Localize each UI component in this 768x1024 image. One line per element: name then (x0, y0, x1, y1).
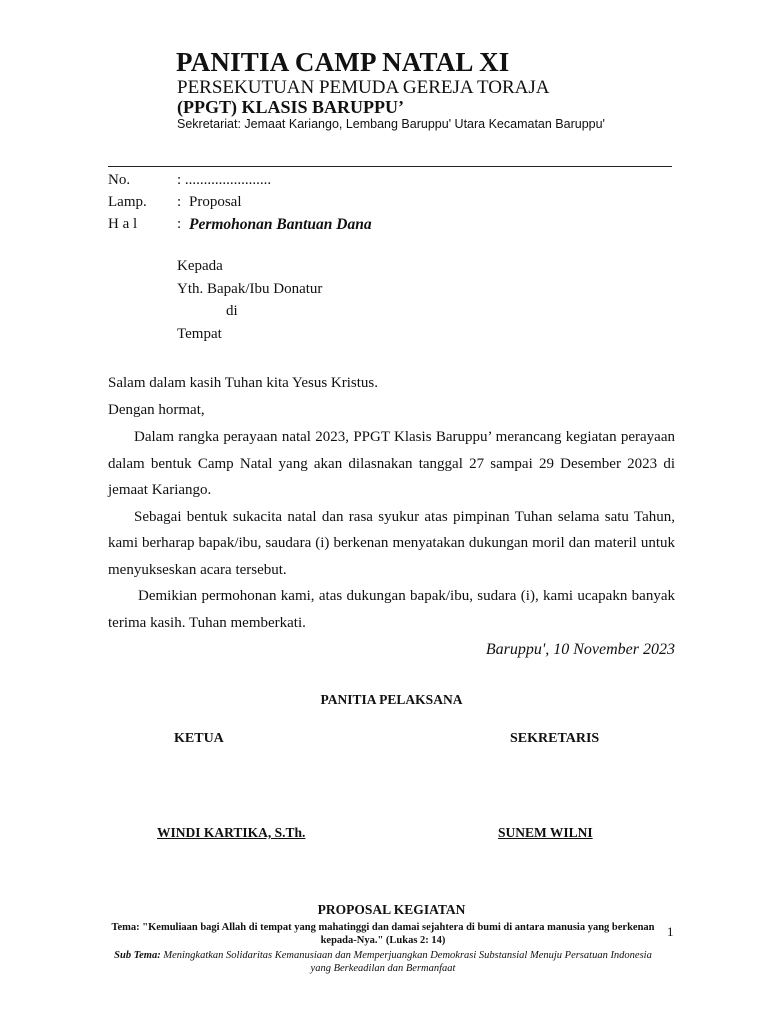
page-number: 1 (667, 924, 674, 939)
lamp-colon: : (177, 194, 182, 210)
letter-date: Baruppu', 10 November 2023 (485, 641, 675, 658)
klasis-name: (PPGT) KLASIS BARUPPU’ (177, 97, 405, 117)
paragraph-3: Demikian permohonan kami, atas dukungan bapak/ibu, sudara (i), kami ucapakn banyak terima kasih. Tuhan memberkati. (108, 588, 675, 631)
footer-heading: PROPOSAL KEGIATAN (317, 902, 466, 917)
committee-heading: PANITIA PELAKSANA (320, 692, 463, 707)
letterhead-title: PANITIA CAMP NATAL XI (176, 47, 510, 77)
footer-subtheme (108, 950, 658, 975)
greeting: Salam dalam kasih Tuhan kita Yesus Kristus. (108, 375, 379, 391)
greeting-hormat: Dengan hormat, (108, 402, 205, 418)
letter-body (108, 424, 675, 636)
no-value: : ....................... (177, 172, 272, 188)
recipient-di: di (226, 303, 238, 319)
lamp-label: Lamp. (108, 194, 147, 210)
recipient-yth: Yth. Bapak/Ibu Donatur (177, 281, 323, 297)
subtheme-text: Meningkatkan Solidaritas Kemanusiaan dan Memperjuangkan Demokrasi Substansial Menuju Persatuan Indonesia yang Berkeadilan dan Bermanfaat (163, 950, 652, 974)
secretariat-address: Sekretariat: Jemaat Kariango, Lembang Baruppu' Utara Kecamatan Baruppu' (177, 117, 605, 131)
organization-name: PERSEKUTUAN PEMUDA GEREJA TORAJA (177, 77, 550, 98)
sekretaris-role: SEKRETARIS (510, 731, 600, 746)
subtheme-label: Sub Tema: (114, 950, 161, 961)
ketua-role: KETUA (174, 731, 224, 746)
hal-label: H a l (108, 216, 138, 232)
letterhead-divider (108, 166, 672, 167)
recipient-tempat: Tempat (177, 326, 222, 342)
recipient-kepada: Kepada (177, 258, 223, 274)
no-label: No. (108, 172, 131, 188)
paragraph-1: Dalam rangka perayaan natal 2023, PPGT Klasis Baruppu’ merancang kegiatan perayaan dalam bentuk Camp Natal yang akan dilasnakan tanggal 27 sampai 29 Desember 2023 di jemaat Kariango. (108, 429, 675, 498)
ketua-name: WINDI KARTIKA, S.Th. (157, 825, 306, 840)
hal-value: Permohonan Bantuan Dana (189, 216, 372, 233)
lamp-value: Proposal (189, 194, 242, 210)
footer-theme: Tema: "Kemuliaan bagi Allah di tempat yang mahatinggi dan damai sejahtera di bumi di antara manusia yang berkenan kepada-Nya." (Lukas 2: 14) (111, 922, 655, 946)
paragraph-2: Sebagai bentuk sukacita natal dan rasa syukur atas pimpinan Tuhan selama satu Tahun, kami berharap bapak/ibu, saudara (i) berkenan menyatakan dukungan moril dan materil untuk menyukseskan acara tersebut. (108, 508, 675, 578)
sekretaris-name: SUNEM WILNI (498, 825, 593, 840)
hal-colon: : (177, 216, 182, 232)
